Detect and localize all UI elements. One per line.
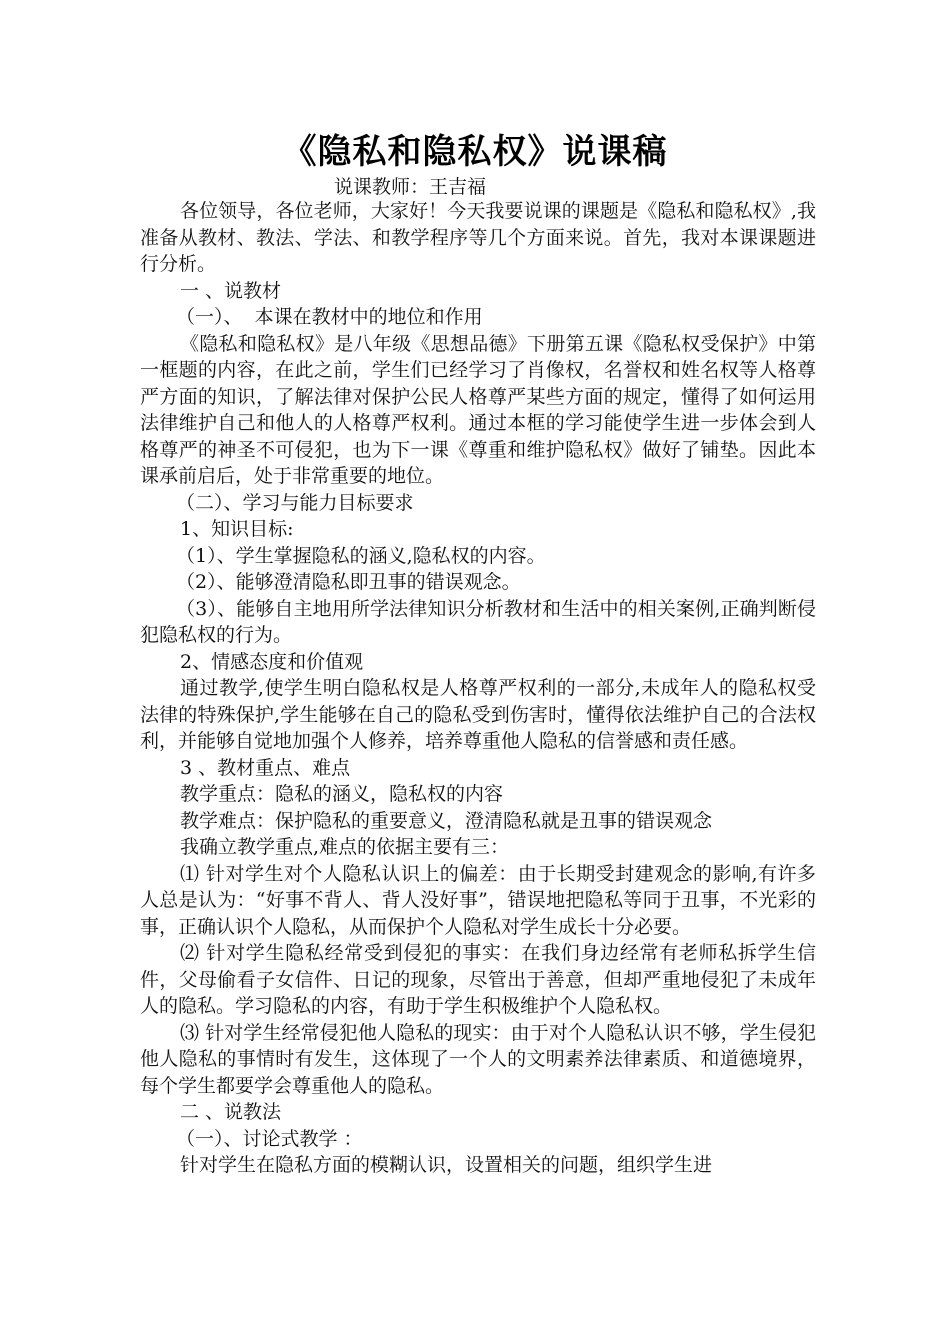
subsection-heading-discussion: （一）、讨论式教学 ： [176,1127,363,1150]
section-heading-textbook: 一 、说教材 [180,279,282,302]
paragraph-basis-intro: 我确立教学重点,难点的依据主要有三： [180,836,510,858]
list-heading-values: 2、情感态度和价值观 [180,650,364,673]
list-item-knowledge-2: （2）、能够澄清隐私即丑事的错误观念。 [176,571,521,593]
document-title: 《隐私和隐私权》说课稿 [282,132,668,172]
document-author: 说课教师：王吉福 [334,176,487,198]
paragraph-position: 《隐私和隐私权》是八年级《思想品德》下册第五课《隐私权受保护》中第一框题的内容，在此之前，学生们已经学习了肖像权，名誉权和姓名权等人格尊严方面的知识，了解法律对保护公民人格尊严某些方面的规定，懂得了如何运用法律维护自己和他人的人格尊严权利。通过本框的学习能使学生进一步体会到人格尊严的神圣不可侵犯，也为下一课《尊重和维护隐私权》做好了铺垫。因此本课承前启后，处于非常重要的地位。 [140,332,816,487]
paragraph-basis-1: ⑴ 针对学生对个人隐私认识上的偏差：由于长期受封建观念的影响,有许多人总是认为：“好事不背人、背人没好事”，错误地把隐私等同于丑事，不光彩的事，正确认识个人隐私，从而保护个人隐私对学生成长十分必要。 [140,862,816,938]
list-heading-knowledge: 1、知识目标: [180,518,294,540]
paragraph-key-point: 教学重点：隐私的涵义，隐私权的内容 [180,783,504,805]
paragraph-greeting: 各位领导，各位老师，大家好！今天我要说课的课题是《隐私和隐私权》,我准备从教材、教法、学法、和教学程序等几个方面来说。首先，我对本课课题进行分析。 [140,200,816,275]
document-body [140,198,816,1179]
paragraph-basis-2: ⑵ 针对学生隐私经常受到侵犯的事实：在我们身边经常有老师私拆学生信件，父母偷看子女信件、日记的现象，尽管出于善意，但却严重地侵犯了未成年人的隐私。学习隐私的内容，有助于学生积极维护个人隐私权。 [140,942,816,1017]
section-heading-methods: 二 、说教法 [180,1101,282,1123]
paragraph-basis-3: ⑶ 针对学生经常侵犯他人隐私的现实：由于对个人隐私认识不够，学生侵犯他人隐私的事情时有发生，这体现了一个人的文明素养法律素质、和道德境界，每个学生都要学会尊重他人的隐私。 [140,1021,816,1097]
subsection-heading-position: （一）、 本课在教材中的地位和作用 [176,306,483,328]
list-item-knowledge-1: （1）、学生掌握隐私的涵义,隐私权的内容。 [176,544,546,567]
list-item-knowledge-3: （3）、能够自主地用所学法律知识分析教材和生活中的相关案例,正确判断侵犯隐私权的行为。 [140,597,816,646]
paragraph-values: 通过教学,使学生明白隐私权是人格尊严权利的一部分,未成年人的隐私权受法律的特殊保护,学生能够在自己的隐私受到伤害时，懂得依法维护自己的合法权利，并能够自觉地加强个人修养，培养尊重他人隐私的信誉感和责任感。 [140,677,816,752]
paragraph-difficulty: 教学难点：保护隐私的重要意义，澄清隐私就是丑事的错误观念 [180,809,713,832]
subsection-heading-goals: （二）、学习与能力目标要求 [176,491,414,514]
paragraph-discussion: 针对学生在隐私方面的模糊认识，设置相关的问题，组织学生进 [180,1154,713,1176]
list-heading-key-points: 3 、教材重点、难点 [180,756,351,779]
